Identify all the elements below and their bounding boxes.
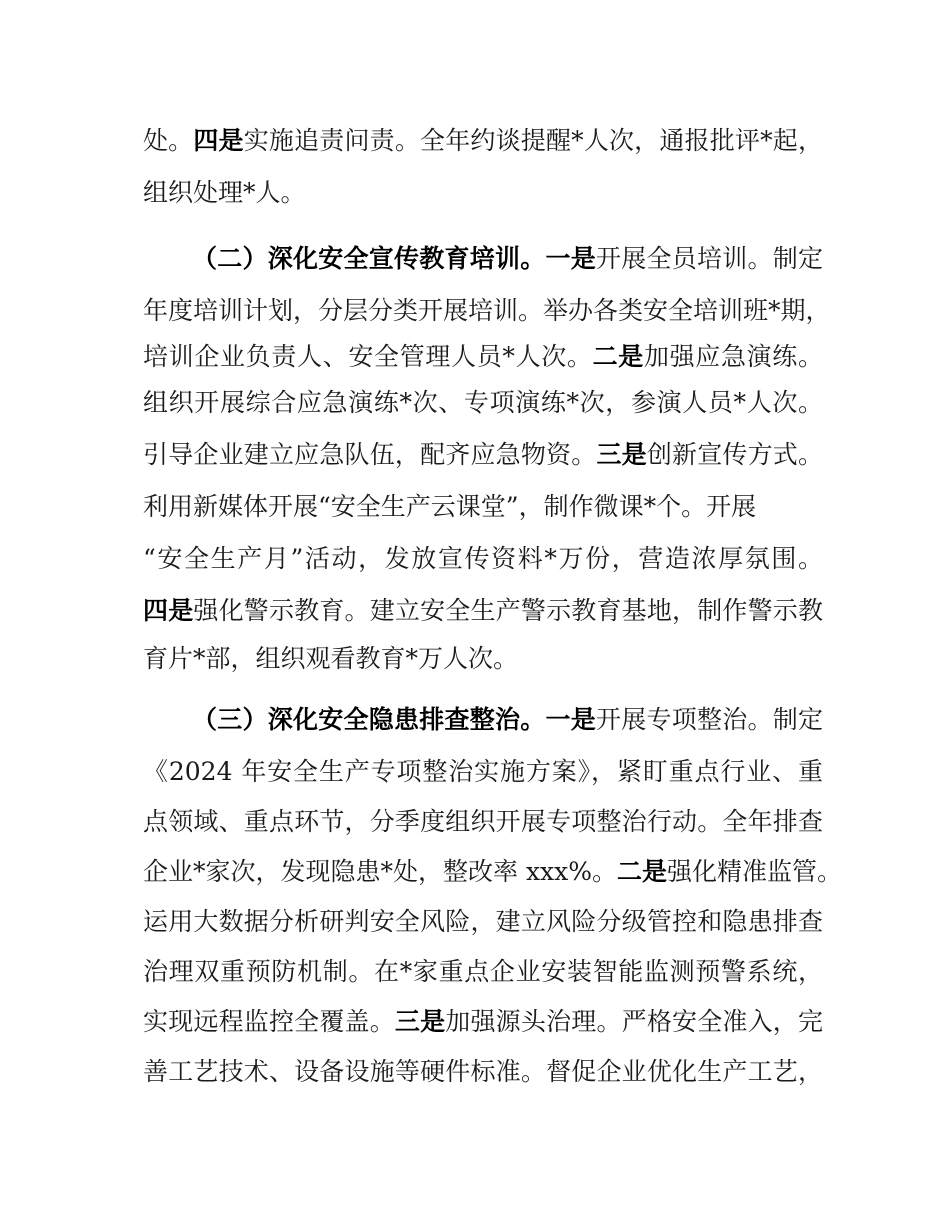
- text-run: 引导企业建立应急队伍，配齐应急物资。: [143, 440, 597, 469]
- bold-text-run: 三是: [394, 1007, 446, 1036]
- text-run: “安全生产月”活动，发放宣传资料*万份，营造浓厚氛围。: [143, 544, 823, 573]
- text-line: [143, 588, 823, 634]
- text-line: [143, 484, 823, 530]
- text-run: 培训企业负责人、安全管理人员*人次。: [143, 342, 593, 371]
- text-line: [143, 536, 823, 582]
- text-run: 治理双重预防机制。在*家重点企业安装智能监测预警系统，: [143, 957, 823, 986]
- bold-text-run: （二）深化安全宣传教育培训。一是: [192, 244, 596, 273]
- text-run: 善工艺技术、设备设施等硬件标准。督促企业优化生产工艺，: [143, 1057, 823, 1086]
- text-line: [143, 118, 823, 164]
- bold-text-run: 二是: [592, 342, 644, 371]
- text-run: 点领域、重点环节，分季度组织开展专项整治行动。全年排查: [143, 807, 823, 836]
- text-line: [143, 636, 823, 682]
- bold-text-run: 四是: [143, 596, 194, 625]
- bold-text-run: 二是: [617, 857, 668, 886]
- text-run: 组织处理*人。: [143, 178, 306, 207]
- text-run: 育片*部，组织观看教育*万人次。: [143, 644, 519, 673]
- text-run: 强化警示教育。建立安全生产警示教育基地，制作警示教: [193, 596, 823, 625]
- text-run: 组织开展综合应急演练*次、专项演练*次，参演人员*人次。: [143, 388, 823, 417]
- section-heading-line: [192, 697, 823, 743]
- text-line: [143, 334, 823, 380]
- text-run: 实现远程监控全覆盖。: [143, 1007, 395, 1036]
- text-line: [143, 899, 823, 945]
- text-line: [143, 749, 823, 795]
- text-line: [143, 288, 831, 334]
- text-line: [143, 949, 823, 995]
- text-run: 企业*家次，发现隐患*处，整改率 xxx%。: [143, 857, 618, 886]
- text-run: 利用新媒体开展“安全生产云课堂”，制作微课*个。开展: [143, 492, 757, 521]
- text-line: [143, 849, 843, 895]
- text-run: 强化精准监管。: [667, 857, 843, 886]
- text-run: 运用大数据分析研判安全风险，建立风险分级管控和隐患排查: [143, 907, 823, 936]
- text-line: [143, 380, 823, 426]
- text-run: 加强源头治理。严格安全准入，完: [445, 1007, 823, 1036]
- text-run: 开展专项整治。制定: [595, 705, 823, 734]
- text-run: 开展全员培训。制定: [595, 244, 823, 273]
- text-run: 加强应急演练。: [643, 342, 823, 371]
- bold-text-run: （三）深化安全隐患排查整治。一是: [192, 705, 596, 734]
- text-run: 年度培训计划，分层分类开展培训。举办各类安全培训班*期，: [143, 296, 831, 325]
- text-run: 《2024 年安全生产专项整治实施方案》，紧盯重点行业、重: [143, 757, 823, 786]
- text-run: 处。: [143, 126, 194, 155]
- bold-text-run: 四是: [193, 126, 244, 155]
- text-line: [143, 1049, 823, 1095]
- text-line: [143, 799, 823, 845]
- text-run: 实施追责问责。全年约谈提醒*人次，通报批评*起，: [243, 126, 823, 155]
- bold-text-run: 三是: [596, 440, 647, 469]
- text-line: [143, 999, 823, 1045]
- text-run: 创新宣传方式。: [646, 440, 823, 469]
- text-line: [143, 432, 823, 478]
- text-line: [143, 170, 823, 216]
- section-heading-line: [192, 236, 823, 282]
